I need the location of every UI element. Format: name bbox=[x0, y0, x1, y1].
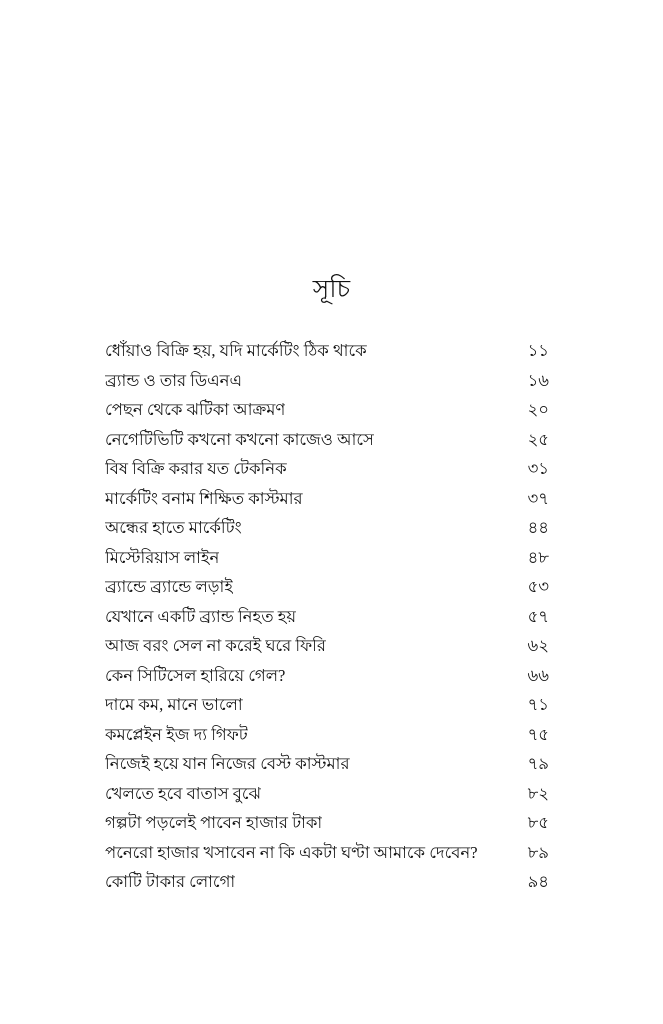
toc-entry-title: মিস্টেরিয়াস লাইন bbox=[105, 547, 220, 567]
toc-entry-title: নেগেটিভিটি কখনো কখনো কাজেও আসে bbox=[105, 429, 374, 449]
toc-entry-page-number: ৫৭ bbox=[527, 606, 549, 626]
toc-entry[interactable] bbox=[105, 366, 549, 396]
toc-entry[interactable] bbox=[105, 513, 549, 543]
toc-entry-page-number: ৬২ bbox=[527, 636, 549, 655]
toc-entry-title: কোটি টাকার লোগো bbox=[105, 872, 236, 891]
toc-entry-title: যেখানে একটি ব্র্যান্ড নিহত হয় bbox=[105, 606, 297, 626]
toc-entry-title: কেন সিটিসেল হারিয়ে গেল? bbox=[105, 665, 286, 685]
toc-entry-title: খেলতে হবে বাতাস বুঝে bbox=[105, 783, 262, 803]
toc-entry[interactable] bbox=[105, 661, 549, 691]
toc-entry[interactable] bbox=[105, 395, 549, 425]
toc-entry-page-number: ৮৫ bbox=[527, 813, 549, 832]
toc-entry-page-number: ৬৬ bbox=[527, 665, 549, 685]
toc-entry[interactable] bbox=[105, 720, 549, 750]
toc-entry-page-number: ৩১ bbox=[527, 459, 549, 478]
toc-entry-title: বিষ বিক্রি করার যত টেকনিক bbox=[105, 459, 287, 478]
toc-entry-title: ব্র্যান্ড ও তার ডিএনএ bbox=[105, 370, 243, 390]
toc-entry[interactable] bbox=[105, 602, 549, 632]
toc-entry[interactable] bbox=[105, 631, 549, 661]
toc-entry-page-number: ১১ bbox=[527, 341, 549, 360]
toc-entry[interactable] bbox=[105, 543, 549, 573]
toc-entry[interactable] bbox=[105, 572, 549, 602]
toc-entry[interactable] bbox=[105, 690, 549, 720]
toc-entry-title: অন্ধের হাতে মার্কেটিং bbox=[105, 518, 242, 537]
toc-entry[interactable] bbox=[105, 749, 549, 779]
toc-entry-page-number: ৭১ bbox=[527, 695, 549, 714]
toc-entry-page-number: ৮৯ bbox=[527, 842, 549, 862]
toc-entry[interactable] bbox=[105, 484, 549, 514]
toc-entry[interactable] bbox=[105, 779, 549, 809]
toc-entry-title: ব্র্যান্ডে ব্র্যান্ডে লড়াই bbox=[105, 577, 233, 596]
toc-entry[interactable] bbox=[105, 336, 549, 366]
toc-entry-page-number: ৭৯ bbox=[527, 754, 549, 773]
toc-entry-page-number: ৮২ bbox=[527, 783, 549, 803]
toc-entry[interactable] bbox=[105, 838, 549, 868]
toc-entry-title: গল্পটা পড়লেই পাবেন হাজার টাকা bbox=[105, 813, 323, 832]
toc-entry-title: পেছন থেকে ঝটিকা আক্রমণ bbox=[105, 400, 286, 419]
toc-entry-page-number: ২০ bbox=[527, 400, 549, 419]
table-of-contents-list bbox=[105, 336, 549, 897]
toc-entry-page-number: ১৬ bbox=[527, 370, 549, 390]
toc-entry[interactable] bbox=[105, 454, 549, 484]
toc-entry-title: ধোঁয়াও বিক্রি হয়, যদি মার্কেটিং ঠিক থাকে bbox=[105, 341, 367, 360]
toc-entry-title: কমপ্লেইন ইজ দ্য গিফট bbox=[105, 724, 248, 744]
toc-entry[interactable] bbox=[105, 808, 549, 838]
toc-entry-page-number: ৩৭ bbox=[527, 488, 549, 508]
toc-entry-page-number: ২৫ bbox=[527, 429, 549, 449]
toc-entry-page-number: ৪৪ bbox=[527, 518, 549, 537]
toc-entry-title: নিজেই হয়ে যান নিজের বেস্ট কাস্টমার bbox=[105, 754, 350, 773]
toc-entry-page-number: ৫৩ bbox=[527, 577, 549, 596]
page-title: সূচি bbox=[312, 276, 351, 303]
toc-entry[interactable] bbox=[105, 867, 549, 897]
toc-entry-page-number: ৭৫ bbox=[527, 724, 549, 744]
toc-entry-title: আজ বরং সেল না করেই ঘরে ফিরি bbox=[105, 636, 326, 655]
toc-entry-title: মার্কেটিং বনাম শিক্ষিত কাস্টমার bbox=[105, 488, 303, 508]
toc-entry-title: পনেরো হাজার খসাবেন না কি একটা ঘণ্টা আমাকে দেবেন? bbox=[105, 842, 478, 862]
toc-entry-page-number: ৯৪ bbox=[527, 872, 549, 891]
toc-entry-page-number: ৪৮ bbox=[527, 547, 549, 567]
toc-entry-title: দামে কম, মানে ভালো bbox=[105, 695, 243, 714]
toc-entry[interactable] bbox=[105, 425, 549, 455]
